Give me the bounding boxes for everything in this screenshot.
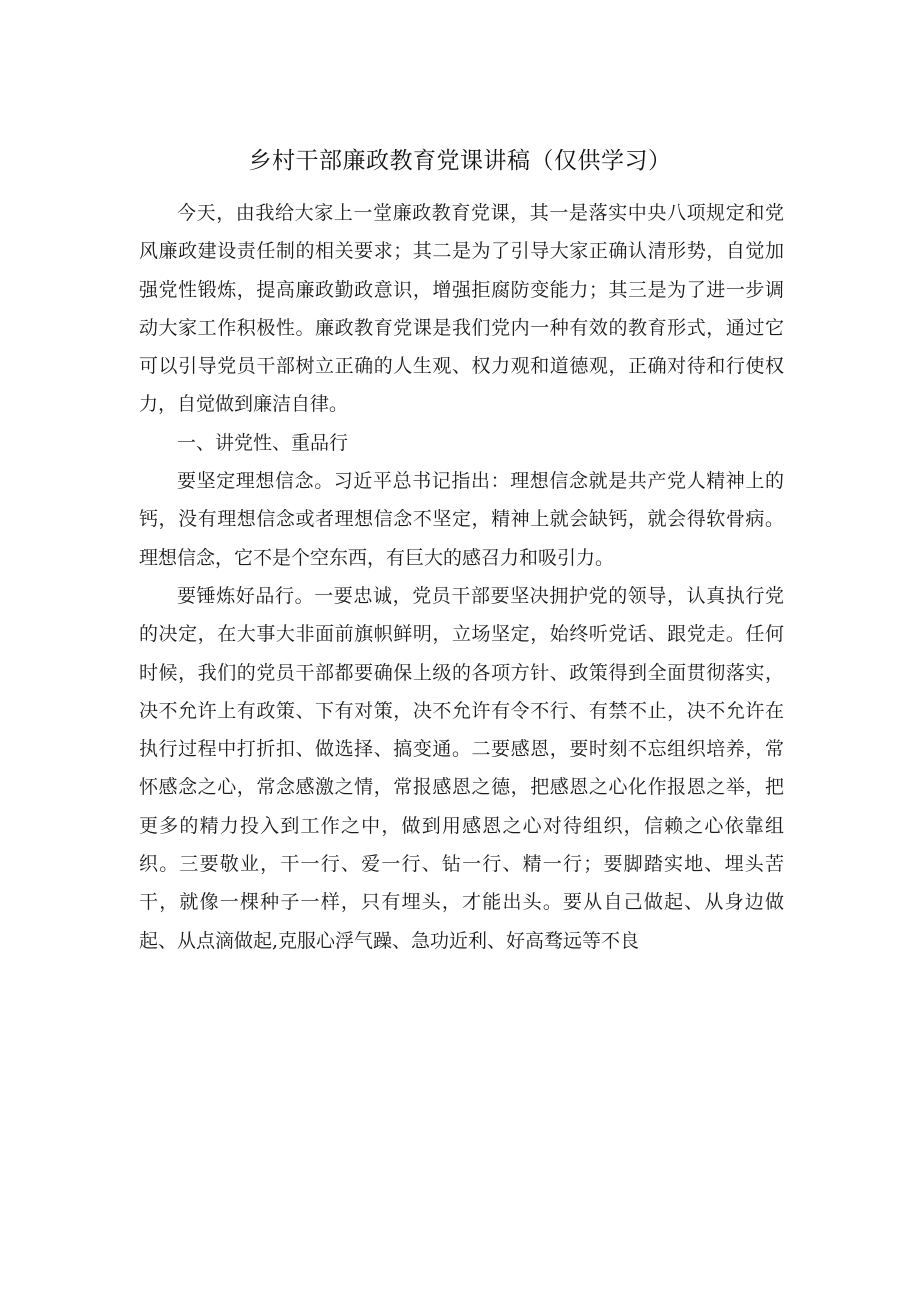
section-heading: 一、讲党性、重品行 (177, 431, 349, 454)
document-title: 乡村干部廉政教育党课讲稿（仅供学习） (248, 148, 672, 174)
paragraph-ideals: 要坚定理想信念。习近平总书记指出：理想信念就是共产党人精神上的钙，没有理想信念或者理想信念不坚定，精神上就会缺钙，就会得软骨病。理想信念，它不是个空东西，有巨大的感召力和吸引力。 (139, 470, 784, 569)
document-body (139, 194, 784, 960)
paragraph-conduct: 要锤炼好品行。一要忠诚，党员干部要坚决拥护党的领导，认真执行党的决定，在大事大非面前旗帜鲜明，立场坚定，始终听党话、跟党走。任何时候，我们的党员干部都要确保上级的各项方针、政策得到全面贯彻落实，决不允许上有政策、下有对策，决不允许有令不行、有禁不止，决不允许在执行过程中打折扣、做选择、搞变通。二要感恩，要时刻不忘组织培养，常怀感念之心，常念感激之情，常报感恩之德，把感恩之心化作报恩之举，把更多的精力投入到工作之中，做到用感恩之心对待组织，信赖之心依靠组织。三要敬业，干一行、爱一行、钻一行、精一行；要脚踏实地、埋头苦干，就像一棵种子一样，只有埋头，才能出头。要从自己做起、从身边做起、从点滴做起,克服心浮气躁、急功近利、好高骛远等不良 (139, 584, 784, 952)
paragraph-intro: 今天，由我给大家上一堂廉政教育党课，其一是落实中央八项规定和党风廉政建设责任制的相关要求；其二是为了引导大家正确认清形势，自觉加强党性锻炼，提高廉政勤政意识，增强拒腐防变能力；其三是为了进一步调动大家工作积极性。廉政教育党课是我们党内一种有效的教育形式，通过它可以引导党员干部树立正确的人生观、权力观和道德观，正确对待和行使权力，自觉做到廉洁自律。 (139, 202, 784, 416)
